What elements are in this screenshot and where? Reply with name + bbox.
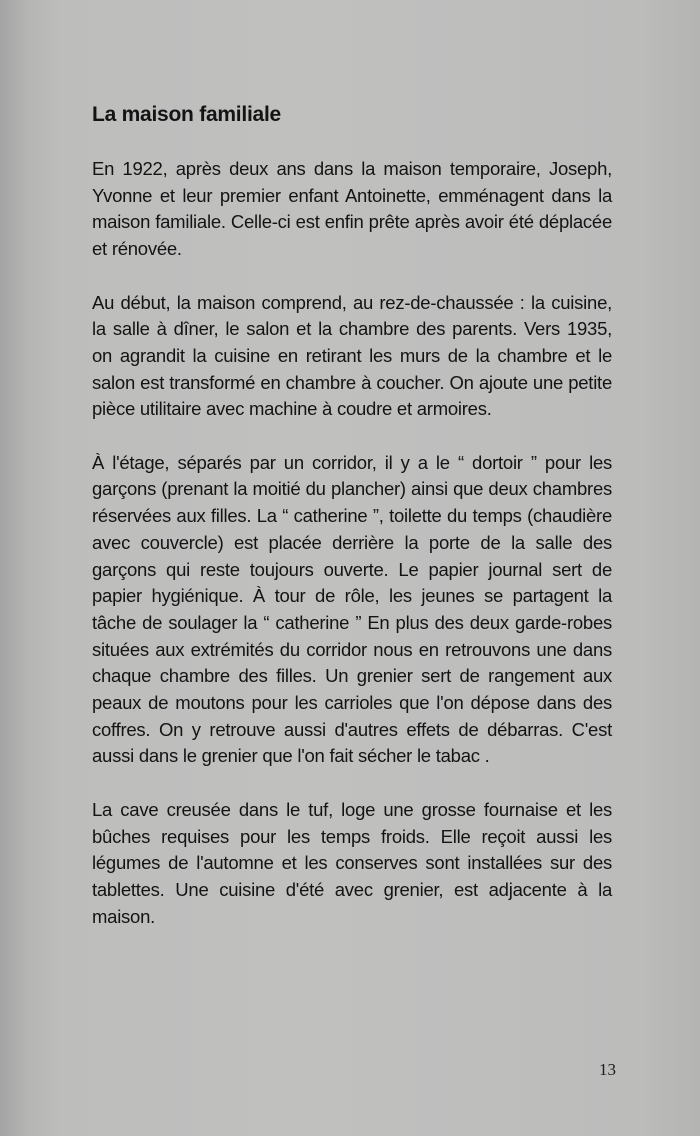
paragraph-3: À l'étage, séparés par un corridor, il y a le “ dortoir ” pour les garçons (prenant la moitié du plancher) ainsi que deux chambres réservées aux filles. La “ catherine ”, toilette du temps (chaudière avec couvercle) est placée derrière la porte de la salle des garçons qui reste toujours ouverte. Le papier journal sert de papier hygiénique. À tour de rôle, les jeunes se partagent la tâche de soulager la “ catherine ” En plus des deux garde-robes situées aux extrémités du corridor nous en retrouvons une dans chaque chambre des filles. Un grenier sert de rangement aux peaux de moutons pour les carrioles que l'on dépose dans des coffres. On y retrouve aussi d'autres effets de débarras. C'est aussi dans le grenier que l'on fait sécher le tabac .: [92, 451, 612, 767]
paragraph-1: En 1922, après deux ans dans la maison temporaire, Joseph, Yvonne et leur premier enfant Antoinette, emménagent dans la maison familiale. Celle-ci est enfin prête après avoir été déplacée et rénovée.: [92, 158, 612, 260]
page-number: 13: [599, 1060, 616, 1079]
paragraph-2: Au début, la maison comprend, au rez-de-chaussée : la cuisine, la salle à dîner, le salon et la chambre des parents. Vers 1935, on agrandit la cuisine en retirant les murs de la chambre et le salon est transformé en chambre à coucher. On ajoute une petite pièce utilitaire avec machine à coudre et armoires.: [92, 291, 612, 420]
section-heading: La maison familiale: [92, 103, 281, 126]
page-content: [92, 100, 612, 957]
paragraph-4: La cave creusée dans le tuf, loge une grosse fournaise et les bûches requises pour les temps froids. Elle reçoit aussi les légumes de l'automne et les conserves sont installées sur des tablettes. Une cuisine d'été avec grenier, est adjacente à la maison.: [92, 798, 612, 927]
